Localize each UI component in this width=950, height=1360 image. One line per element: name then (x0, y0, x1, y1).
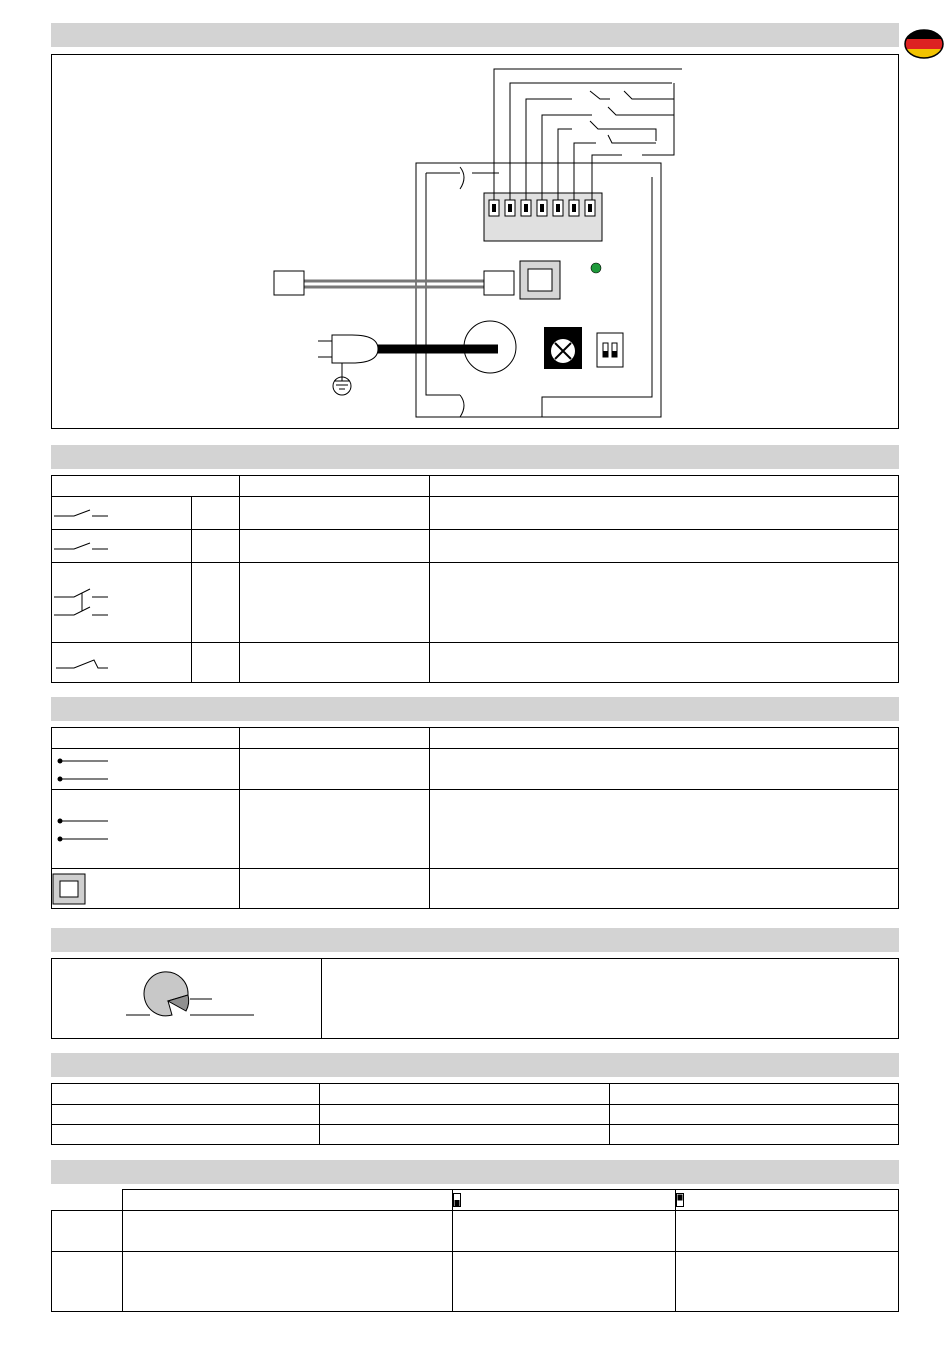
input-table (51, 727, 899, 909)
table-row (52, 1125, 899, 1145)
relay-table-header (52, 476, 899, 497)
input-terminal-icon (52, 753, 112, 785)
dip-table-header (52, 1190, 899, 1211)
table-row (52, 1252, 899, 1312)
rj-socket-icon (52, 873, 86, 905)
double-relay-contact-icon (52, 583, 112, 623)
table-row (52, 869, 899, 909)
section-header-wiring (51, 23, 899, 47)
relay-contact-icon (52, 539, 112, 553)
section-header-dip (51, 1160, 899, 1184)
dip-switch-table (51, 1189, 899, 1312)
input-terminal-icon (52, 813, 112, 845)
input-table-header (52, 728, 899, 749)
table-row (52, 749, 899, 790)
section-header-trimmer (51, 928, 899, 952)
wiring-diagram (52, 55, 898, 428)
dip-off-icon (453, 1193, 461, 1207)
table-row (52, 1105, 899, 1125)
language-flag-icon (903, 27, 945, 61)
section-header-relays (51, 445, 899, 469)
table-row (52, 497, 899, 530)
table-row (52, 643, 899, 683)
table-row (52, 1211, 899, 1252)
dip-on-icon (676, 1193, 684, 1207)
trimmer-panel (51, 958, 899, 1039)
table-row (52, 1084, 899, 1105)
relay-table (51, 475, 899, 683)
wiring-diagram-panel (51, 54, 899, 429)
section-header-inputs (51, 697, 899, 721)
table-row (52, 530, 899, 563)
table-row (52, 790, 899, 869)
section-header-specs (51, 1053, 899, 1077)
relay-contact-icon (52, 506, 112, 520)
table-row (52, 563, 899, 643)
trimmer-dial-icon (122, 971, 262, 1023)
alarm-contact-icon (52, 656, 112, 670)
spec-table (51, 1083, 899, 1145)
